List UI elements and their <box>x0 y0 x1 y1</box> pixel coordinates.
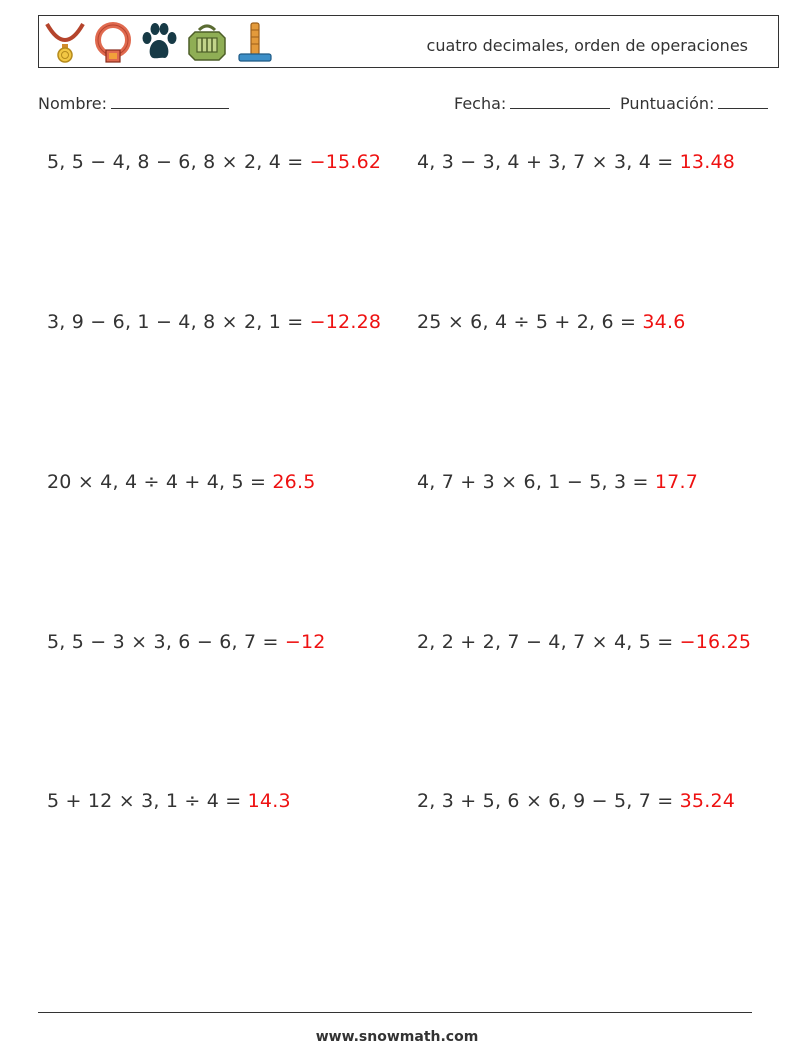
scratching-post-icon <box>235 20 275 64</box>
problem-item <box>417 311 686 333</box>
ring-icon <box>93 20 133 64</box>
problem-item <box>47 151 381 173</box>
name-field <box>38 94 229 113</box>
problem-item <box>417 631 751 653</box>
problem-item <box>47 311 381 333</box>
name-blank[interactable] <box>111 95 229 109</box>
medal-icon <box>43 20 87 64</box>
problem-item <box>417 790 735 812</box>
problem-expression: 4, 7 + 3 × 6, 1 − 5, 3 = <box>417 471 649 493</box>
problem-expression: 5 + 12 × 3, 1 ÷ 4 = <box>47 790 242 812</box>
header-box <box>38 15 779 68</box>
problem-answer: 13.48 <box>679 151 736 173</box>
score-field <box>620 94 768 113</box>
problem-expression: 2, 2 + 2, 7 − 4, 7 × 4, 5 = <box>417 631 674 653</box>
problem-answer: −12.28 <box>309 311 382 333</box>
date-label: Fecha: <box>454 94 507 113</box>
score-blank[interactable] <box>718 95 768 109</box>
footer-url[interactable]: www.snowmath.com <box>315 1029 479 1045</box>
problem-answer: −16.25 <box>679 631 752 653</box>
problem-item <box>47 471 316 493</box>
date-field <box>454 94 610 113</box>
problem-item <box>417 471 698 493</box>
worksheet-title: cuatro decimales, orden de operaciones <box>426 36 748 55</box>
problem-expression: 20 × 4, 4 ÷ 4 + 4, 5 = <box>47 471 267 493</box>
problem-expression: 3, 9 − 6, 1 − 4, 8 × 2, 1 = <box>47 311 304 333</box>
problem-answer: 34.6 <box>642 311 686 333</box>
problem-item <box>47 631 326 653</box>
problem-answer: 17.7 <box>654 471 698 493</box>
name-label: Nombre: <box>38 94 107 113</box>
problem-expression: 5, 5 − 4, 8 − 6, 8 × 2, 4 = <box>47 151 304 173</box>
paw-icon <box>139 20 179 64</box>
problem-item <box>47 790 291 812</box>
problem-answer: 35.24 <box>679 790 736 812</box>
problem-expression: 4, 3 − 3, 4 + 3, 7 × 3, 4 = <box>417 151 674 173</box>
problem-expression: 25 × 6, 4 ÷ 5 + 2, 6 = <box>417 311 637 333</box>
footer-divider <box>38 1012 752 1013</box>
problem-answer: 26.5 <box>272 471 316 493</box>
date-blank[interactable] <box>510 95 610 109</box>
header-icons <box>43 20 275 64</box>
pet-carrier-icon <box>185 20 229 64</box>
problem-item <box>417 151 735 173</box>
problem-answer: 14.3 <box>247 790 291 812</box>
problem-answer: −15.62 <box>309 151 382 173</box>
problem-expression: 2, 3 + 5, 6 × 6, 9 − 5, 7 = <box>417 790 674 812</box>
problem-expression: 5, 5 − 3 × 3, 6 − 6, 7 = <box>47 631 279 653</box>
score-label: Puntuación: <box>620 94 715 113</box>
problem-answer: −12 <box>284 631 326 653</box>
